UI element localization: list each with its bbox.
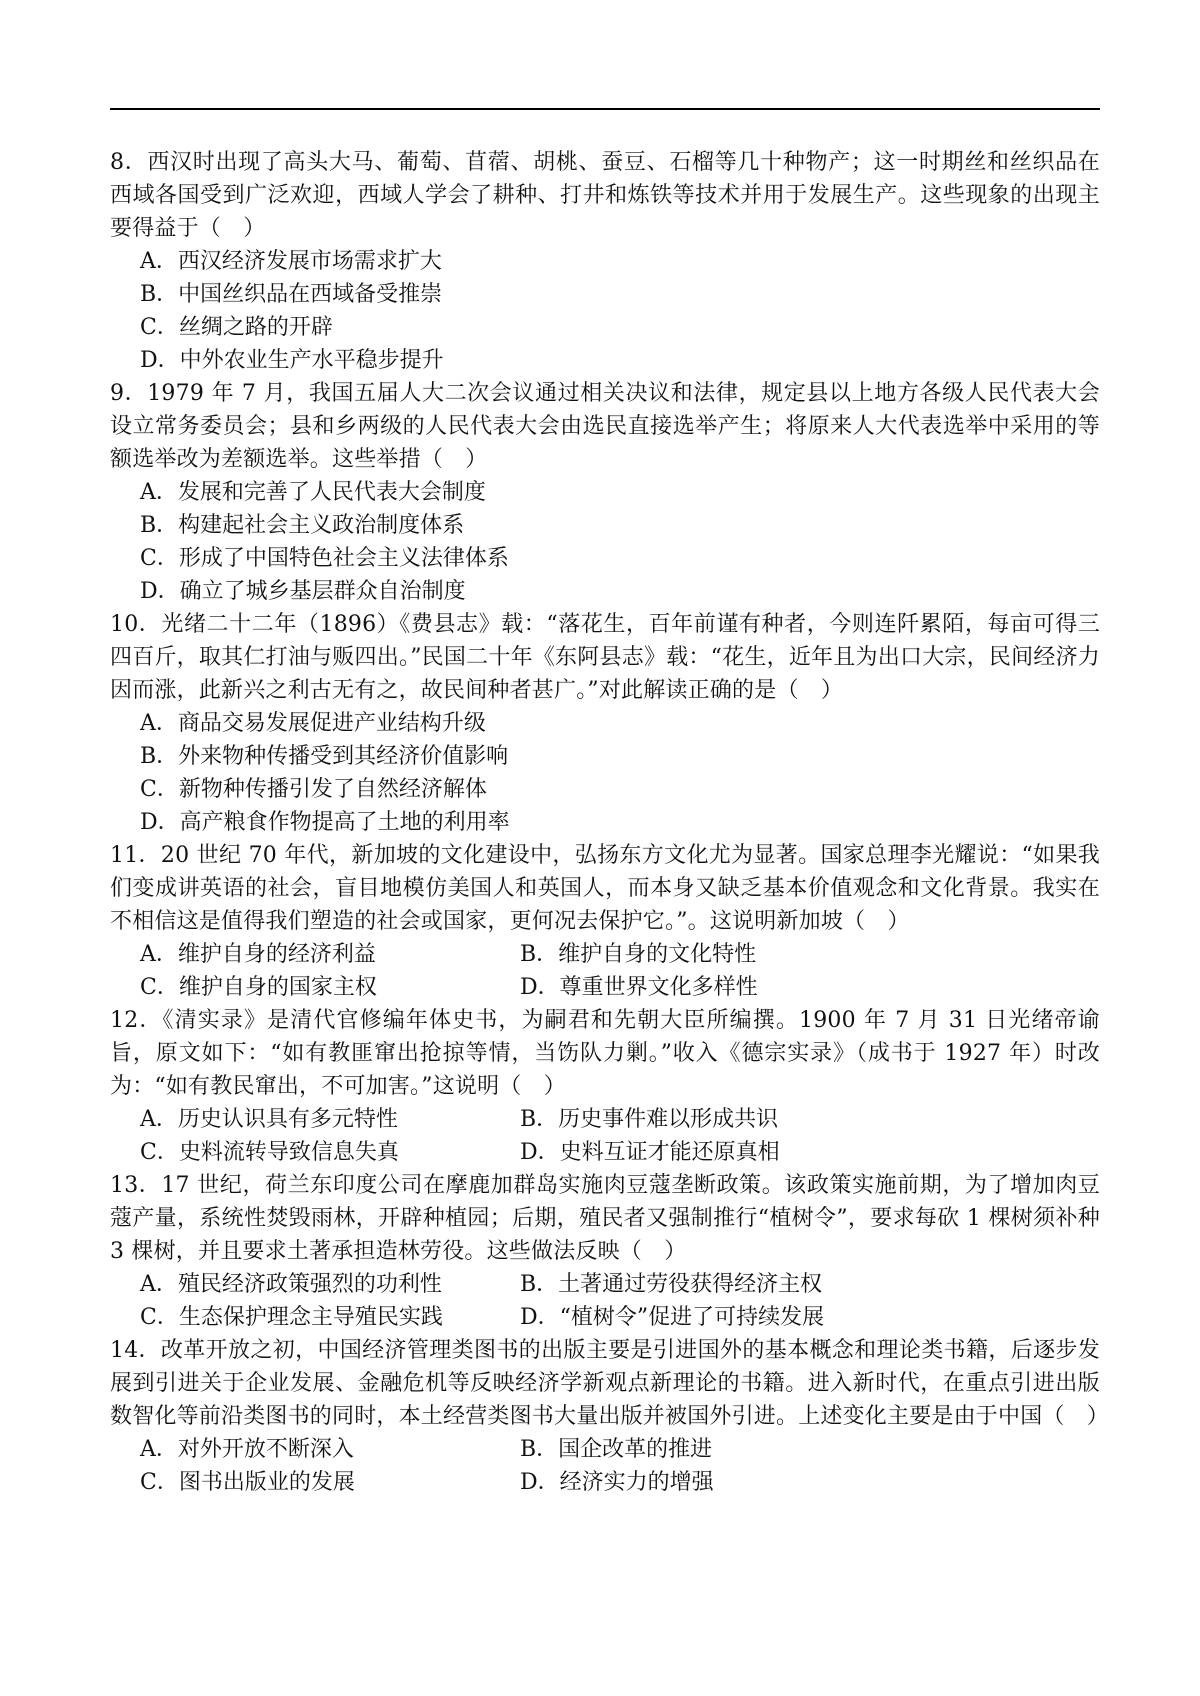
question-13: [110, 1169, 1100, 1334]
option-c: C．史料流转导致信息失真: [140, 1140, 399, 1165]
option-c: C．维护自身的国家主权: [140, 975, 377, 1000]
option-a: A．殖民经济政策强烈的功利性: [140, 1272, 442, 1297]
option-c: C．形成了中国特色社会主义法律体系: [140, 546, 509, 571]
option-c: C．图书出版业的发展: [140, 1470, 355, 1495]
question-stem: 10．光绪二十二年（1896）《费县志》载：“落花生，百年前谨有种者，今则连阡累陌，每亩可得三四百斤，取其仁打油与贩四出。”民国二十年《东阿县志》载：“花生，近年且为出口大宗，民间经济力因而涨，此新兴之利古无有之，故民间种者甚广。”对此解读正确的是（ ）: [110, 612, 1100, 703]
question-8: [110, 146, 1100, 377]
option-a: A．维护自身的经济利益: [140, 942, 376, 967]
option-a: A．西汉经济发展市场需求扩大: [140, 249, 442, 274]
option-b: B．历史事件难以形成共识: [520, 1107, 779, 1132]
option-d: D．史料互证才能还原真相: [520, 1140, 780, 1165]
option-a: A．商品交易发展促进产业结构升级: [140, 711, 486, 736]
question-10: [110, 608, 1100, 839]
option-a: A．对外开放不断深入: [140, 1437, 354, 1462]
option-a: A．发展和完善了人民代表大会制度: [140, 480, 486, 505]
question-stem: 8．西汉时出现了高头大马、葡萄、苜蓿、胡桃、蚕豆、石榴等几十种物产；这一时期丝和丝织品在西域各国受到广泛欢迎，西域人学会了耕种、打井和炼铁等技术并用于发展生产。这些现象的出现主要得益于（ ）: [110, 150, 1100, 241]
question-14: [110, 1334, 1110, 1499]
question-9: [110, 377, 1100, 608]
option-d: D．中外农业生产水平稳步提升: [140, 348, 444, 373]
option-b: B．中国丝织品在西域备受推崇: [140, 282, 443, 307]
options: [110, 245, 1100, 377]
options: [110, 1268, 1100, 1334]
option-d: D．高产粮食作物提高了土地的利用率: [140, 810, 510, 835]
option-d: D．尊重世界文化多样性: [520, 975, 758, 1000]
question-stem: 14．改革开放之初，中国经济管理类图书的出版主要是引进国外的基本概念和理论类书籍，后逐步发展到引进关于企业发展、金融危机等反映经济学新观点新理论的书籍。进入新时代，在重点引进出版数智化等前沿类图书的同时，本土经营类图书大量出版并被国外引进。上述变化主要是由于中国（ ）: [110, 1338, 1110, 1429]
option-b: B．维护自身的文化特性: [520, 942, 757, 967]
options: [110, 1433, 1100, 1499]
options: [110, 938, 1100, 1004]
options: [110, 476, 1100, 608]
option-a: A．历史认识具有多元特性: [140, 1107, 398, 1132]
options: [110, 707, 1100, 839]
question-stem: 12．《清实录》是清代官修编年体史书，为嗣君和先朝大臣所编撰。1900 年 7 月 31 日光绪帝谕旨，原文如下：“如有教匪窜出抢掠等情，当饬队力剿。”收入《德宗实录》（成书于 1927 年）时改为：“如有教民窜出，不可加害。”这说明（ ）: [110, 1008, 1100, 1099]
options: [110, 1103, 1100, 1169]
option-d: D．确立了城乡基层群众自治制度: [140, 579, 466, 604]
header-rule: [110, 108, 1100, 110]
option-c: C．新物种传播引发了自然经济解体: [140, 777, 487, 802]
question-11: [110, 839, 1100, 1004]
option-b: B．外来物种传播受到其经济价值影响: [140, 744, 509, 769]
question-list: [110, 146, 1110, 1499]
option-b: B．国企改革的推进: [520, 1437, 713, 1462]
question-stem: 9．1979 年 7 月，我国五届人大二次会议通过相关决议和法律，规定县以上地方各级人民代表大会设立常务委员会；县和乡两级的人民代表大会由选民直接选举产生；将原来人大代表选举中采用的等额选举改为差额选举。这些举措（ ）: [110, 381, 1100, 472]
question-stem: 13．17 世纪，荷兰东印度公司在摩鹿加群岛实施肉豆蔻垄断政策。该政策实施前期，为了增加肉豆蔻产量，系统性焚毁雨林，开辟种植园；后期，殖民者又强制推行“植树令”，要求每砍 1 棵树须补种 3 棵树，并且要求土著承担造林劳役。这些做法反映（ ）: [110, 1173, 1100, 1264]
question-stem: 11．20 世纪 70 年代，新加坡的文化建设中，弘扬东方文化尤为显著。国家总理李光耀说：“如果我们变成讲英语的社会，盲目地模仿美国人和英国人，而本身又缺乏基本价值观念和文化背景。我实在不相信这是值得我们塑造的社会或国家，更何况去保护它。”。这说明新加坡（ ）: [110, 843, 1100, 934]
question-12: [110, 1004, 1100, 1169]
option-b: B．土著通过劳役获得经济主权: [520, 1272, 823, 1297]
option-c: C．丝绸之路的开辟: [140, 315, 333, 340]
option-b: B．构建起社会主义政治制度体系: [140, 513, 465, 538]
option-c: C．生态保护理念主导殖民实践: [140, 1305, 443, 1330]
option-d: D．“植树令”促进了可持续发展: [520, 1305, 825, 1330]
option-d: D．经济实力的增强: [520, 1470, 714, 1495]
